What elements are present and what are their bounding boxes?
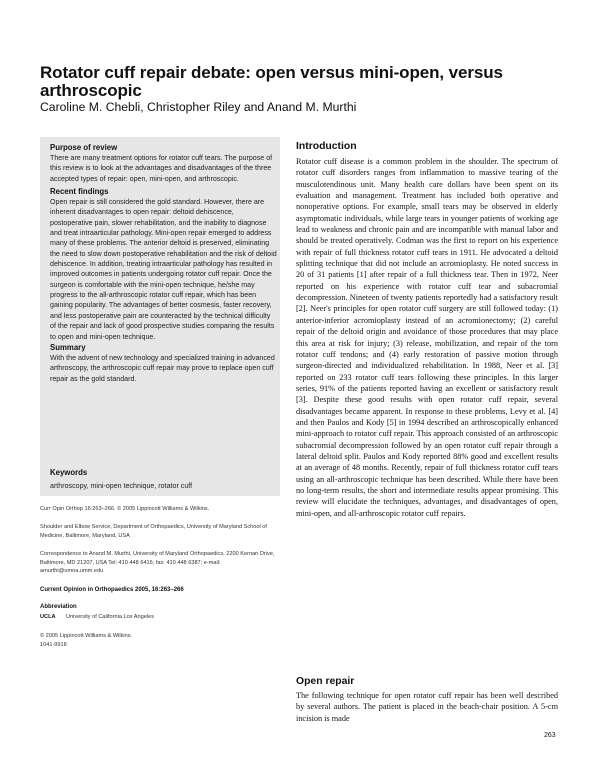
- correspondence: Correspondence to Anand M. Murthi, University of Maryland Orthopaedics, 2200 Kernan Drive, Baltimore, MD 21207, USA Tel: 410 448 6416; fax: 410 448 6387; e-mail: amurthi@umoa.umm.edu: [40, 551, 275, 575]
- findings-text: Open repair is still considered the gold standard. However, there are inherent disadvantages to open repair: deltoid dehiscence, postoperative pain, slower rehabilitation, and the inability to diagnose and treat intraarticular pathology. Mini-open repair emerged to address many of these problems. The anterior deltoid is preserved, eliminating the need to slow down postoperative rehabilitation and the risk of deltoid dehiscence. In addition, treating intraarticular pathology has resulted in improved outcomes in patients undergoing rotator cuff repair. Once the surgeon is comfortable with the mini-open technique, he/she may progress to the all-arthroscopic rotator cuff repair, which has been gaining popularity. The advantages of better cosmesis, faster recovery, and less postoperative pain are counteracted by the technical difficulty of the repair and lack of good prospective studies comparing the results to open and mini-open technique.: [50, 198, 277, 341]
- abstract-content: [50, 142, 278, 384]
- introduction-text: Rotator cuff disease is a common problem in the shoulder. The spectrum of rotator cuff disorders ranges from inflammation to massive tearing of the musculotendinous unit. Many health care dollars have been spent on its evaluation and management. Treatment has included both operative and nonoperative options. For example, small tears may be observed in elderly asymptomatic individuals, while large tears in younger patients of working age lead to weakness and chronic pain and are incompatible with manual labor and should be treated operatively. Codman was the first to report on his experience with repair of full thickness rotator cuff tears in 1911. He advocated a deltoid splitting technique that did not include an acromioplasty. He noted success in 20 of 31 patients [1] after repair of a full thickness tear. Then in 1972, Neer reported on his experience with rotator cuff tear and subacromial decompression. Nineteen of twenty patients reportedly had a satisfactory result [2]. Neer's principles for open rotator cuff surgery are still followed today: (1) anterior-inferior acromioplasty instead of an acromionectomy; (2) careful repair of the deltoid origin and avoidance of those procedures that may place this area at risk for injury; (3) release, mobilization, and repair of the torn rotator cuff tendons; and (4) early restoration of passive motion through surgeon-directed and individualized rehabilitation. In 1988, Neer et al. [3] reported on 233 rotator cuff tears following these principles. In this larger series, 91% of the patients reported having an excellent or satisfactory result [3]. Despite these good results with open rotator cuff repair, several disadvantages became apparent. In response to these problems, Levy et al. [4] and then Paulos and Kody [5] in 1994 described an arthroscopically enhanced mini-approach to rotator cuff repair. This approach consisted of an arthroscopic subacromial decompression followed by an open rotator cuff repair through a lateral deltoid split. Paulos and Kody reported 88% good and excellent results at an average of 48 months. Recently, repair of full thickness rotator cuff tears using an all-arthroscopic technique has been described. While there have been no long-term results, the short and intermediate results appear promising. This review will elucidate the techniques, advantages, and disadvantages of open, mini-open, and all-arthroscopic rotator cuff repairs.: [296, 157, 559, 518]
- article-authors: Caroline M. Chebli, Christopher Riley and Anand M. Murthi: [40, 100, 357, 114]
- open-repair-heading: Open repair: [296, 676, 355, 687]
- abbreviation-heading: Abbreviation: [40, 604, 77, 610]
- citation-line: Curr Opin Orthop 16:263–266. © 2005 Lippincott Williams & Wilkins.: [40, 506, 210, 512]
- abbreviation-row: [40, 614, 154, 620]
- purpose-text: There are many treatment options for rotator cuff tears. The purpose of this review is to look at the advantages and disadvantages of the three accepted types of repair: open, mini-open, and arthroscopic.: [50, 154, 273, 183]
- abstract-box: [40, 137, 280, 496]
- keywords-text: arthroscopy, mini-open technique, rotator cuff: [50, 482, 193, 490]
- summary-text: With the advent of new technology and specialized training in advanced arthroscopy, the arthroscopic cuff repair may prove to replace open cuff repair as the gold standard.: [50, 353, 275, 383]
- page-number: 263: [544, 732, 556, 739]
- abbreviation-key: UCLA: [40, 614, 56, 620]
- journal-line: Current Opinion in Orthopaedics 2005, 16:263–266: [40, 587, 184, 593]
- abbreviation-value: University of California Los Angeles: [66, 614, 154, 620]
- open-repair-text: The following technique for open rotator cuff repair has been well described by several authors. The patient is placed in the beach-chair position. A 5-cm incision is made: [296, 691, 558, 723]
- keywords-heading: Keywords: [50, 468, 88, 477]
- summary-heading: Summary: [50, 342, 86, 352]
- findings-heading: Recent findings: [50, 187, 109, 197]
- copyright: © 2005 Lippincott Williams & Wilkins. 1041-9918: [40, 633, 133, 648]
- introduction-heading: Introduction: [296, 141, 357, 152]
- article-title: Rotator cuff repair debate: open versus mini-open, versus arthroscopic: [40, 63, 503, 100]
- affiliation: Shoulder and Elbow Service, Department of Orthopaedics, University of Maryland School of Medicine, Baltimore, Maryland, USA: [40, 524, 267, 539]
- purpose-heading: Purpose of review: [50, 143, 118, 152]
